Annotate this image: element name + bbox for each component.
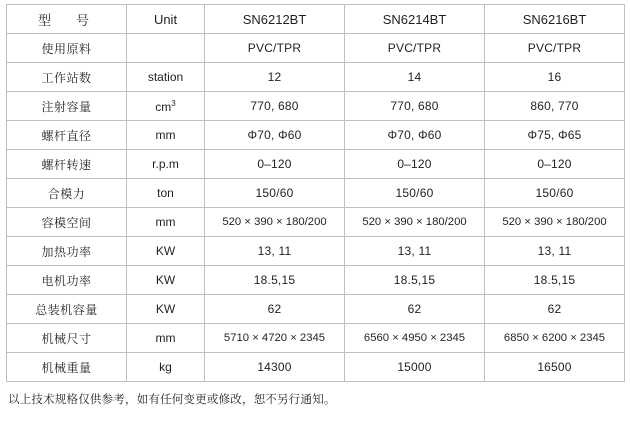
row-unit: station: [127, 63, 205, 92]
row-value: PVC/TPR: [485, 34, 625, 63]
row-value: 16500: [485, 353, 625, 382]
row-value: Φ75, Φ65: [485, 121, 625, 150]
header-cell-model-1: SN6212BT: [205, 5, 345, 34]
row-value: 18.5,15: [485, 266, 625, 295]
row-value: 150/60: [205, 179, 345, 208]
row-label: 总装机容量: [7, 295, 127, 324]
row-value: 15000: [345, 353, 485, 382]
row-value: 13, 11: [485, 237, 625, 266]
table-row: [7, 353, 625, 382]
row-label: 合模力: [7, 179, 127, 208]
row-label: 加热功率: [7, 237, 127, 266]
table-row: [7, 34, 625, 63]
header-cell-model-3: SN6216BT: [485, 5, 625, 34]
row-unit: mm: [127, 208, 205, 237]
row-unit: r.p.m: [127, 150, 205, 179]
row-value: PVC/TPR: [205, 34, 345, 63]
footnote-text: 以上技术规格仅供参考，如有任何变更或修改，恕不另行通知。: [8, 394, 336, 406]
row-value: 6560 × 4950 × 2345: [345, 324, 485, 353]
row-label: 使用原料: [7, 34, 127, 63]
row-unit: [127, 34, 205, 63]
row-unit: ton: [127, 179, 205, 208]
row-label: 机械尺寸: [7, 324, 127, 353]
row-value: 150/60: [485, 179, 625, 208]
table-row: [7, 150, 625, 179]
row-label: 螺杆直径: [7, 121, 127, 150]
row-value: 13, 11: [345, 237, 485, 266]
row-unit: [127, 92, 205, 121]
row-label: 容模空间: [7, 208, 127, 237]
table-body: [7, 5, 625, 382]
row-value: 62: [345, 295, 485, 324]
row-value: 770, 680: [205, 92, 345, 121]
table-row: [7, 92, 625, 121]
row-value: 0–120: [485, 150, 625, 179]
row-value: 520 × 390 × 180/200: [485, 208, 625, 237]
table-row: [7, 63, 625, 92]
row-label: 注射容量: [7, 92, 127, 121]
table-row: [7, 295, 625, 324]
row-value: 14: [345, 63, 485, 92]
row-label: 电机功率: [7, 266, 127, 295]
table-row: [7, 237, 625, 266]
row-unit: KW: [127, 237, 205, 266]
row-value: 0–120: [345, 150, 485, 179]
row-value: 18.5,15: [345, 266, 485, 295]
table-row: [7, 324, 625, 353]
row-value: 520 × 390 × 180/200: [345, 208, 485, 237]
table-row: [7, 266, 625, 295]
row-value: 150/60: [345, 179, 485, 208]
header-cell-model-2: SN6214BT: [345, 5, 485, 34]
row-value: 12: [205, 63, 345, 92]
row-unit: mm: [127, 121, 205, 150]
specification-table: [6, 4, 625, 382]
row-unit: mm: [127, 324, 205, 353]
row-value: PVC/TPR: [345, 34, 485, 63]
unit-text: cm: [155, 99, 172, 114]
row-value: 14300: [205, 353, 345, 382]
row-unit: KW: [127, 266, 205, 295]
row-value: Φ70, Φ60: [205, 121, 345, 150]
row-value: 13, 11: [205, 237, 345, 266]
row-value: 6850 × 6200 × 2345: [485, 324, 625, 353]
row-value: 520 × 390 × 180/200: [205, 208, 345, 237]
row-value: 770, 680: [345, 92, 485, 121]
row-label: 螺杆转速: [7, 150, 127, 179]
row-value: 5710 × 4720 × 2345: [205, 324, 345, 353]
row-value: 16: [485, 63, 625, 92]
row-value: 0–120: [205, 150, 345, 179]
row-value: 62: [205, 295, 345, 324]
header-cell-model: 型 号: [7, 5, 127, 34]
header-cell-unit: Unit: [127, 5, 205, 34]
row-unit: KW: [127, 295, 205, 324]
table-row: [7, 208, 625, 237]
row-label: 工作站数: [7, 63, 127, 92]
row-value: 18.5,15: [205, 266, 345, 295]
unit-superscript: 3: [171, 98, 176, 108]
table-row: [7, 179, 625, 208]
table-header-row: [7, 5, 625, 34]
row-value: 860, 770: [485, 92, 625, 121]
row-label: 机械重量: [7, 353, 127, 382]
row-value: Φ70, Φ60: [345, 121, 485, 150]
table-row: [7, 121, 625, 150]
row-unit: kg: [127, 353, 205, 382]
row-value: 62: [485, 295, 625, 324]
